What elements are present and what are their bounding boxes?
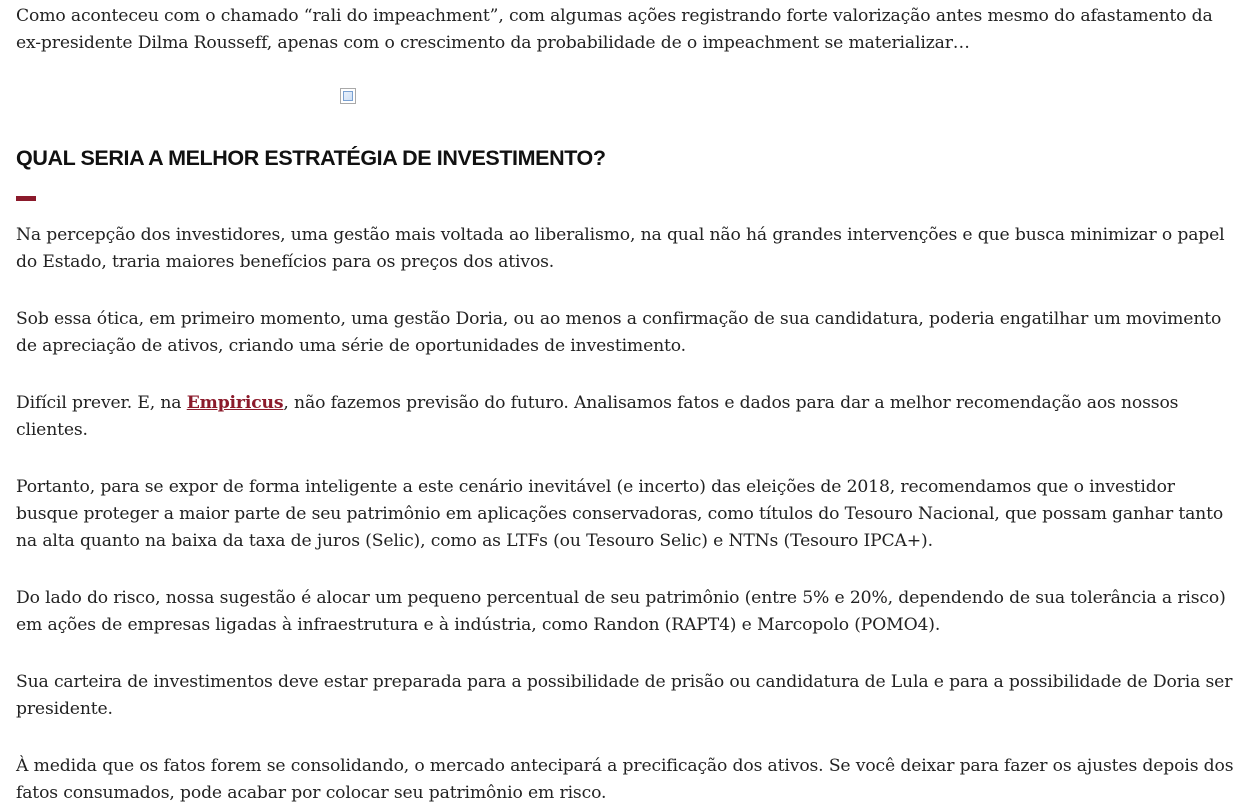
paragraph-risk: Do lado do risco, nossa sugestão é alocar um pequeno percentual de seu patrimônio (entre 5% e 20%, dependendo de sua tolerância a risco) em ações de empresas ligadas à infraestrutura e à indústria, como Randon (RAPT4) e Marcopolo (POMO4). xyxy=(16,588,1226,635)
paragraph-empiricus-before: Difícil prever. E, na xyxy=(16,393,187,413)
image-placeholder-icon xyxy=(343,91,353,101)
heading-accent-bar xyxy=(16,196,36,201)
paragraph-portfolio: Sua carteira de investimentos deve estar preparada para a possibilidade de prisão ou candidatura de Lula e para a possibilidade de Doria ser presidente. xyxy=(16,672,1233,719)
paragraph-empiricus xyxy=(16,390,1234,444)
intro-paragraph: Como aconteceu com o chamado “rali do impeachment”, com algumas ações registrando forte valorização antes mesmo do afastamento da ex-presidente Dilma Rousseff, apenas com o crescimento da probabilidade de o impeachment se materializar… xyxy=(16,6,1213,53)
paragraph-doria: Sob essa ótica, em primeiro momento, uma gestão Doria, ou ao menos a confirmação de sua candidatura, poderia engatilhar um movimento de apreciação de ativos, criando uma série de oportunidades de investimento. xyxy=(16,309,1222,356)
empiricus-link[interactable]: Empiricus xyxy=(186,393,284,413)
paragraph-empiricus-after: , não fazemos previsão do futuro. Analisamos fatos e dados para dar a melhor recomendação aos nossos clientes. xyxy=(16,393,1179,440)
paragraph-strategy: Portanto, para se expor de forma inteligente a este cenário inevitável (e incerto) das eleições de 2018, recomendamos que o investidor busque proteger a maior parte de seu patrimônio em aplicações conservadoras, como títulos do Tesouro Nacional, que possam ganhar tanto na alta quanto na baixa da taxa de juros (Selic), como as LTFs (ou Tesouro Selic) e NTNs (Tesouro IPCA+). xyxy=(16,477,1224,551)
broken-image-icon xyxy=(340,88,356,104)
paragraph-liberalism: Na percepção dos investidores, uma gestão mais voltada ao liberalismo, na qual não há grandes intervenções e que busca minimizar o papel do Estado, traria maiores benefícios para os preços dos ativos. xyxy=(16,225,1225,272)
paragraph-conclusion: À medida que os fatos forem se consolidando, o mercado antecipará a precificação dos ativos. Se você deixar para fazer os ajustes depois dos fatos consumados, pode acabar por colocar seu patrimônio em risco. xyxy=(16,756,1234,803)
section-heading: QUAL SERIA A MELHOR ESTRATÉGIA DE INVESTIMENTO? xyxy=(16,146,606,170)
